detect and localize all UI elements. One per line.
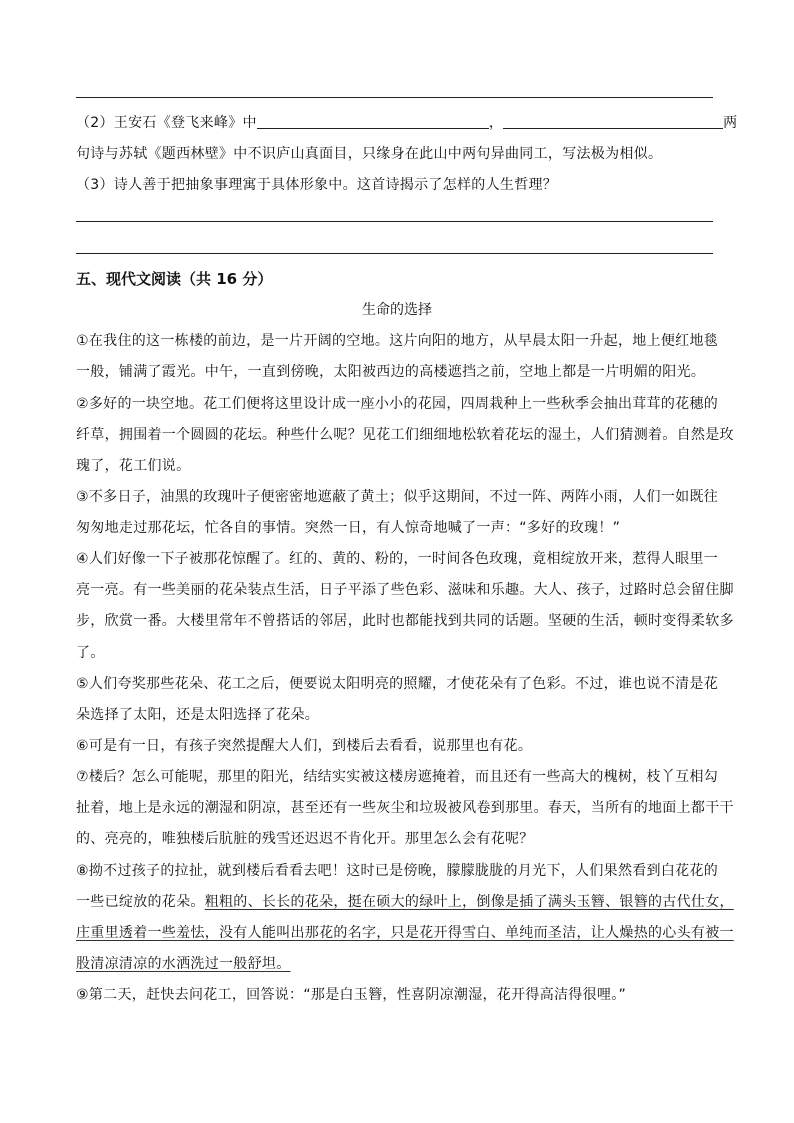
article-line: ⑦楼后？怎么可能呢，那里的阳光，结结实实被这楼房遮掩着，而且还有一些高大的槐树，枝丫互相勾 [76,769,719,785]
question-2-prefix: （2）王安石《登飞来峰》中 [76,115,257,131]
article-line: 步，欣赏一番。大楼里常年不曾搭话的邻居，此时也都能找到共同的话题。坚硬的生活，顿时变得柔软多 [76,613,734,629]
question-2-comma: ， [488,115,504,131]
article-line: 朵选择了太阳，还是太阳选择了花朵。 [76,707,320,723]
underlined-passage: 粗粗的、长长的花朵，挺在硕大的绿叶上，倒像是插了满头玉簪、银簪的古代仕女， [204,894,734,910]
answer-line[interactable] [76,253,713,254]
underlined-passage: 庄重里透着一些羞怯，没有人能叫出那花的名字，只是花开得雪白、单纯而圣洁，让人燥热的心头有被一 [76,925,734,941]
question-3: （3）诗人善于把抽象事理寓于具体形象中。这首诗揭示了怎样的人生哲理？ [76,177,558,193]
answer-line[interactable] [76,221,713,222]
article-line: ⑧拗不过孩子的拉扯，就到楼后看看去吧！这时已是傍晚，朦朦胧胧的月光下，人们果然看到白花花的 [76,863,719,879]
article-line: 瑰了，花工们说。 [76,458,191,474]
article-line: ②多好的一块空地。花工们便将这里设计成一座小小的花园，四周栽种上一些秋季会抽出茸茸的花穗的 [76,396,719,412]
article-line: 扯着，地上是永远的潮湿和阴凉，甚至还有一些灰尘和垃圾被风卷到那里。春天，当所有的地面上都干干 [76,800,734,816]
article-line: 匆匆地走过那花坛，忙各自的事情。突然一日，有人惊奇地喊了一声：“多好的玫瑰！” [76,520,621,536]
article-line-plain: 一些已绽放的花朵。 [76,894,205,910]
question-2-line-2: 句诗与苏轼《题西林壁》中不识庐山真面目，只缘身在此山中两句异曲同工，写法极为相似。 [76,146,663,162]
answer-line [76,97,713,98]
article-line: ⑥可是有一日，有孩子突然提醒大人们，到楼后去看看，说那里也有花。 [76,738,533,754]
article-line: ③不多日子，油黑的玫瑰叶子便密密地遮蔽了黄土；似乎这期间，不过一阵、两阵小雨，人们一如既往 [76,489,719,505]
question-2-line-1 [76,113,738,133]
article-line: ①在我住的这一栋楼的前边，是一片开阔的空地。这片向阳的地方，从早晨太阳一升起，地上便红地毯 [76,333,719,349]
article-line: 的、亮亮的，唯独楼后肮脏的残雪还迟迟不肯化开。那里怎么会有花呢？ [76,831,534,847]
answer-blank-2[interactable] [503,114,723,129]
article-line [76,892,734,912]
article-line: 一般，铺满了霞光。中午，一直到傍晚，太阳被西边的高楼遮挡之前，空地上都是一片明媚的阳光。 [76,364,706,380]
article-line: 亮一亮。有一些美丽的花朵装点生活，日子平添了些色彩、滋味和乐趣。大人、孩子，过路时总会留住脚 [76,582,734,598]
article-line: 了。 [76,645,105,661]
question-2-suffix: 两 [723,115,738,131]
answer-blank-1[interactable] [257,114,489,129]
article-line: ⑨第二天，赶快去问花工，回答说：“那是白玉簪，性喜阴凉潮湿，花开得高洁得很哩。” [76,987,627,1003]
article-title: 生命的选择 [362,302,432,318]
underlined-passage: 股清凉清凉的水洒洗过一般舒坦。 [76,956,291,972]
article-line: 纤草，拥围着一个圆圆的花坛。种些什么呢？见花工们细细地松软着花坛的湿土，人们猜测着。自然是玫 [76,427,734,443]
section-heading: 五、现代文阅读（共 16 分） [76,270,273,288]
article-line: ④人们好像一下子被那花惊醒了。红的、黄的、粉的，一时间各色玫瑰，竟相绽放开来，惹得人眼里一 [76,551,719,567]
article-line: ⑤人们夸奖那些花朵、花工之后，便要说太阳明亮的照耀，才使花朵有了色彩。不过，谁也说不清是花 [76,676,719,692]
